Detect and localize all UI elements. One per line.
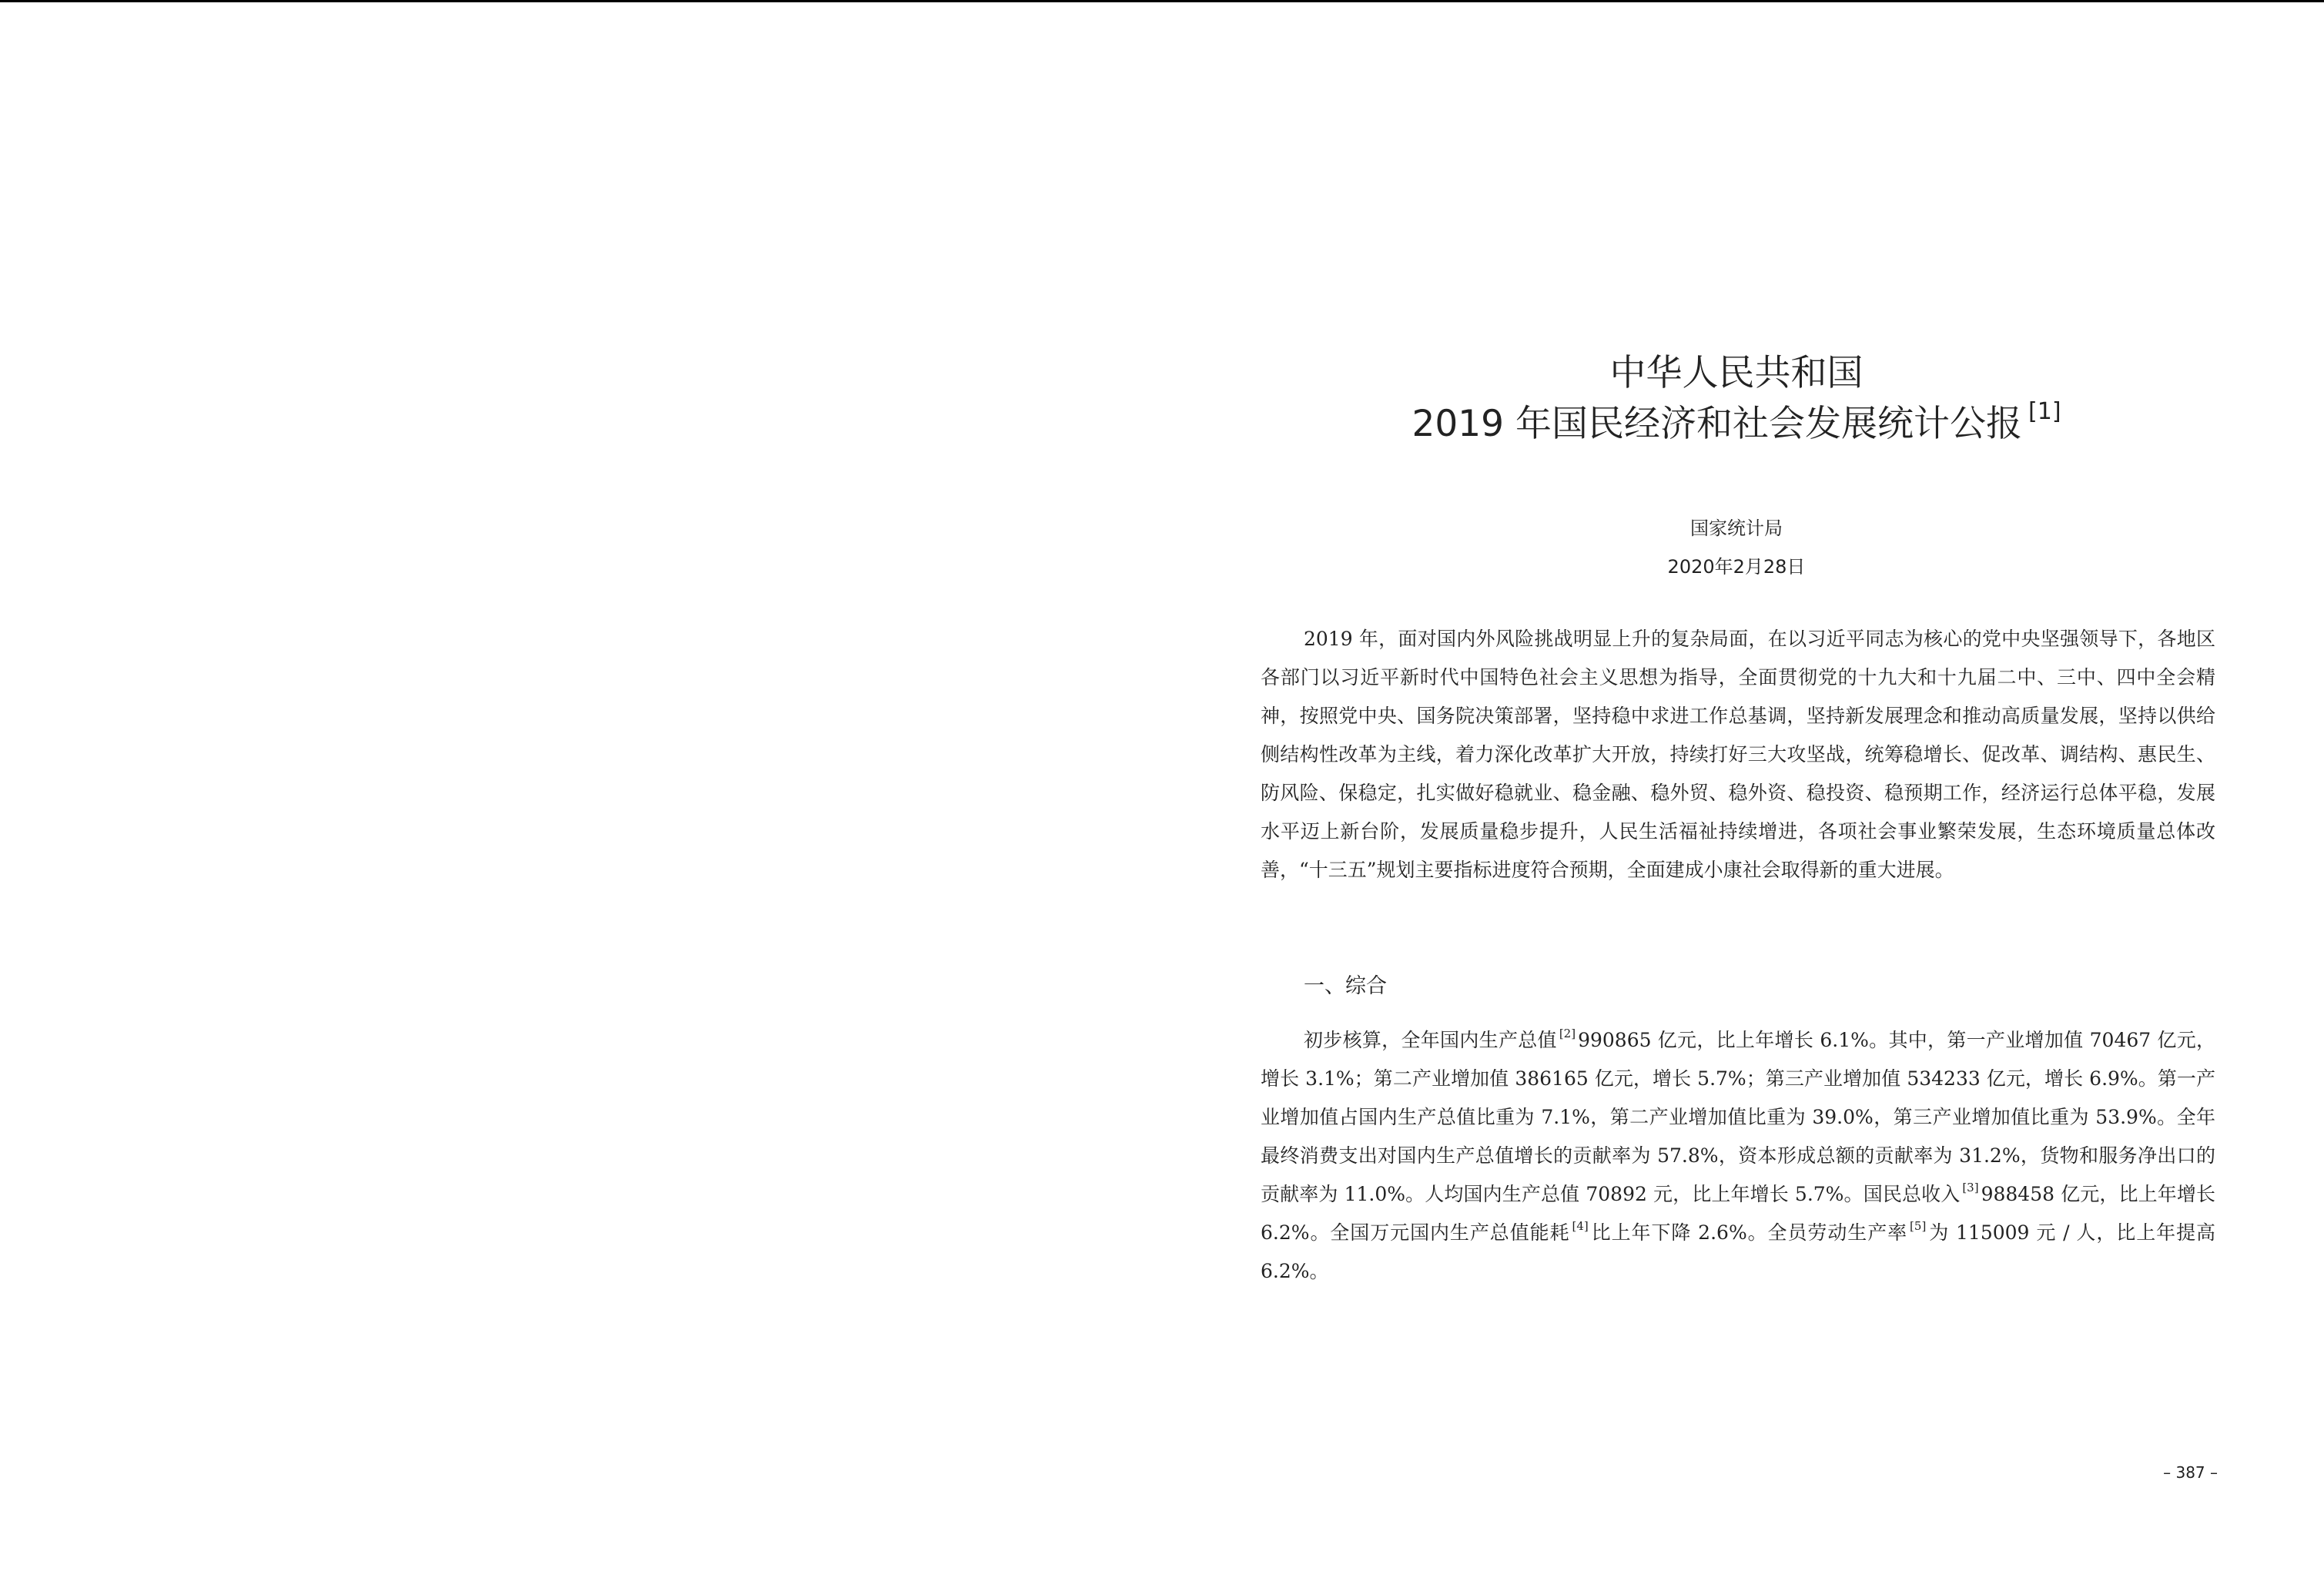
footnote-marker-2: [2] — [1559, 1027, 1576, 1040]
blank-left-page — [0, 2, 1162, 1588]
title-footnote-marker: [1] — [2028, 398, 2061, 425]
title-line-2 — [1255, 399, 2218, 450]
section-heading-overview: 一、综合 — [1304, 974, 1387, 998]
footnote-marker-4: [4] — [1572, 1219, 1589, 1233]
overview-text-2: 990865 亿元，比上年增长 6.1%。其中，第一产业增加值 70467 亿元，增长 3.1%；第二产业增加值 386165 亿元，增长 5.7%；第三产业增加值 534233 亿元，增长 6.9%。第一产业增加值占国内生产总值比重为 7.1%，第二产业增加值比重为 39.0%，第三产业增加值比重为 53.9%。全年最终消费支出对国内生产总值增长的贡献率为 57.8%，资本形成总额的贡献率为 31.2%，货物和服务净出口的贡献率为 11.0%。人均国内生产总值 70892 元，比上年增长 5.7%。国民总收入 — [1261, 1029, 2215, 1205]
overview-text-1: 初步核算，全年国内生产总值 — [1304, 1029, 1557, 1051]
document-meta — [1255, 509, 2218, 586]
footnote-marker-3: [3] — [1962, 1181, 1979, 1194]
publish-date: 2020年2月28日 — [1667, 556, 1806, 578]
document-title — [1255, 348, 2218, 450]
title-line-1: 中华人民共和国 — [1609, 352, 1864, 394]
page-number: – 387 – — [2163, 1463, 2218, 1482]
footnote-marker-5: [5] — [1910, 1219, 1927, 1233]
title-line-2-text: 2019 年国民经济和社会发展统计公报 — [1411, 403, 2023, 445]
overview-text-5: 为 115009 元 / 人，比上年提高 6.2%。 — [1261, 1221, 2215, 1282]
overview-text-4: 比上年下降 2.6%。全员劳动生产率 — [1590, 1221, 1908, 1244]
overview-paragraph — [1261, 1021, 2215, 1291]
author: 国家统计局 — [1690, 518, 1783, 539]
overview-text-3: 988458 亿元，比上年增长 6.2%。全国万元国内生产总值能耗 — [1261, 1183, 2215, 1244]
intro-paragraph: 2019 年，面对国内外风险挑战明显上升的复杂局面，在以习近平同志为核心的党中央坚强领导下，各地区各部门以习近平新时代中国特色社会主义思想为指导，全面贯彻党的十九大和十九届二中、三中、四中全会精神，按照党中央、国务院决策部署，坚持稳中求进工作总基调，坚持新发展理念和推动高质量发展，坚持以供给侧结构性改革为主线，着力深化改革扩大开放，持续打好三大攻坚战，统筹稳增长、促改革、调结构、惠民生、防风险、保稳定，扎实做好稳就业、稳金融、稳外贸、稳外资、稳投资、稳预期工作，经济运行总体平稳，发展水平迈上新台阶，发展质量稳步提升，人民生活福祉持续增进，各项社会事业繁荣发展，生态环境质量总体改善，“十三五”规划主要指标进度符合预期，全面建成小康社会取得新的重大进展。 — [1261, 628, 2215, 881]
